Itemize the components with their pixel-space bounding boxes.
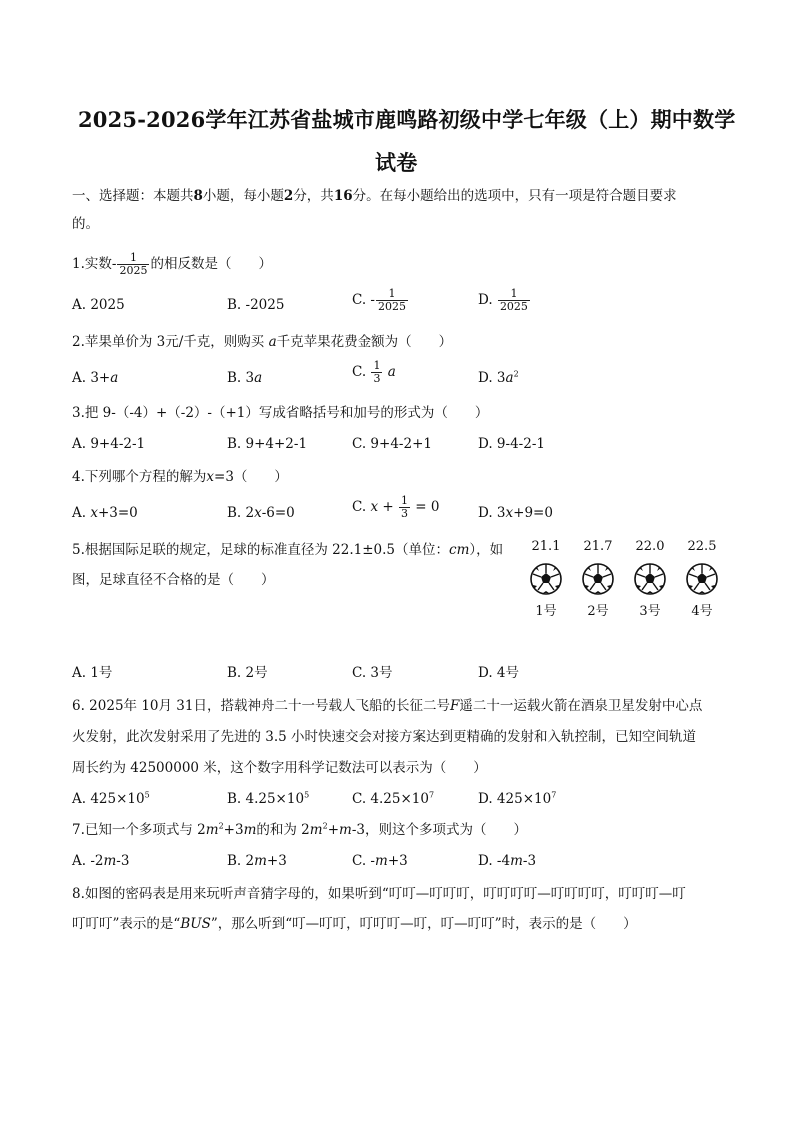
q1-option-a: A. 2025 (72, 297, 125, 313)
question-6: 6. 2025年 10月 31日，搭载神舟二十一号载人飞船的长征二号F遥二十一运载火箭在酒泉卫星发射中心点 (72, 698, 703, 714)
section-header: 一、选择题：本题共8小题，每小题2分，共16分。在每小题给出的选项中，只有一项是符合题目要求 (72, 188, 677, 204)
ball-3-label: 3号 (639, 604, 661, 619)
q6-option-b: B. $4.25\times 10^5$ (227, 790, 310, 807)
q6-option-a: A. $425\times 10^5$ (72, 790, 150, 807)
question-4: 4.下列哪个方程的解为x=3（ ） (72, 469, 288, 485)
q5-option-d: D. 4号 (478, 665, 520, 681)
ball-1-diameter: 21.1 (531, 539, 561, 554)
ball-1-label: 1号 (535, 604, 557, 619)
ball-3-diameter: 22.0 (635, 539, 665, 554)
soccer-ball-icon (634, 563, 666, 595)
q7-option-b: B. 2m+3 (227, 853, 287, 869)
question-3: 3.把 9-（-4）+（-2）-（+1）写成省略括号和加号的形式为（ ） (72, 405, 489, 421)
q5-option-a: A. 1号 (72, 665, 113, 681)
question-8-cont: 叮叮叮”表示的是“BUS”，那么听到“叮—叮叮，叮叮叮—叮，叮—叮叮”时，表示的是（ ） (72, 916, 637, 932)
q1-option-c: C. - $\frac{1}{2025}$ (352, 287, 406, 313)
question-5-cont: 图，足球直径不合格的是（ ） (72, 572, 275, 588)
section-header-cont: 的。 (72, 216, 99, 232)
ball-4-label: 4号 (691, 604, 713, 619)
q3-option-d: D. 9-4-2-1 (478, 436, 545, 452)
soccer-ball-icon (530, 563, 562, 595)
q3-option-a: A. 9+4-2-1 (72, 436, 146, 452)
q1-option-b: B. -2025 (227, 297, 285, 313)
question-6-cont-2: 周长约为 42500000 米，这个数字用科学记数法可以表示为（ ） (72, 760, 487, 776)
q3-option-c: C. 9+4-2+1 (352, 436, 432, 452)
q1-option-d: D. $\frac{1}{2025}$ (478, 287, 528, 313)
question-8: 8.如图的密码表是用来玩听声音猜字母的，如果听到“叮叮—叮叮叮，叮叮叮叮—叮叮叮叮，叮叮叮—叮 (72, 886, 686, 902)
q7-option-c: C. -m+3 (352, 853, 408, 869)
question-2: 2.苹果单价为 3元/千克，则购买 a千克苹果花费金额为（ ） (72, 334, 453, 350)
fraction: $\frac{1}{2025}$ (119, 251, 148, 277)
q3-option-b: B. 9+4+2-1 (227, 436, 308, 452)
q5-option-c: C. 3号 (352, 665, 393, 681)
q4-option-d: D. 3x+9=0 (478, 505, 553, 521)
page-title: 2025-2026学年江苏省盐城市鹿鸣路初级中学七年级（上）期中数学 (78, 107, 736, 132)
question-1: 1.实数- $\frac{1}{2025}$ 的相反数是（ ） (72, 251, 272, 277)
page-title-cont: 试卷 (375, 150, 418, 175)
q4-option-b: B. 2x-6=0 (227, 505, 295, 521)
question-5: 5.根据国际足联的规定，足球的标准直径为 22.1±0.5（单位：cm），如 (72, 542, 504, 558)
q6-option-d: D. $425\times 10^7$ (478, 790, 557, 807)
q2-option-a: A. 3+a (72, 370, 119, 386)
q6-option-c: C. $4.25\times 10^7$ (352, 790, 435, 807)
q2-option-c: C. $\frac{1}{3}$ a (352, 359, 396, 385)
ball-4-diameter: 22.5 (687, 539, 717, 554)
q2-option-b: B. 3a (227, 370, 263, 386)
q4-option-c: C. x + $\frac{1}{3}$ = 0 (352, 494, 440, 520)
soccer-ball-icon (582, 563, 614, 595)
q2-option-d: D. $3a^2$ (478, 369, 519, 386)
soccer-ball-icon (686, 563, 718, 595)
question-6-cont-1: 火发射，此次发射采用了先进的 3.5 小时快速交会对接方案达到更精确的发射和入轨控制，已知空间轨道 (72, 729, 697, 745)
q5-option-b: B. 2号 (227, 665, 268, 681)
ball-2-label: 2号 (587, 604, 609, 619)
question-7: 7.已知一个多项式与 $2m^2+3m$的和为 $2m^2+m-3$，则这个多项式为（ ） (72, 821, 527, 838)
q7-option-a: A. -2m-3 (72, 853, 130, 869)
q7-option-d: D. -4m-3 (478, 853, 537, 869)
q4-option-a: A. x+3=0 (72, 505, 138, 521)
ball-2-diameter: 21.7 (583, 539, 613, 554)
